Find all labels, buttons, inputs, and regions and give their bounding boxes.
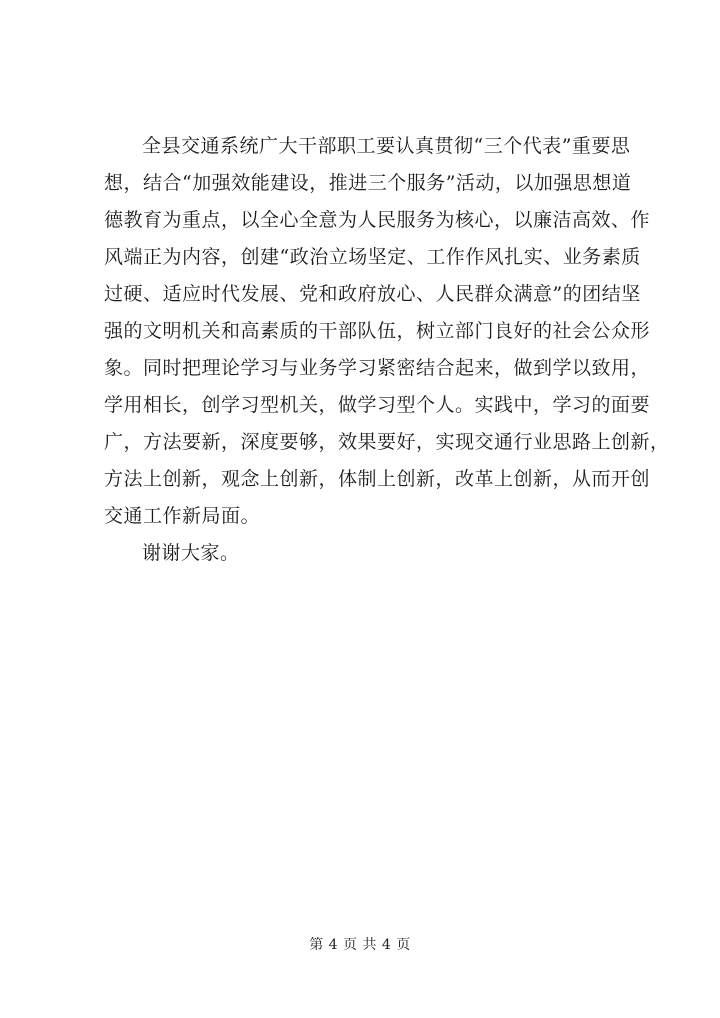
paragraph-line: 风端正为内容，创建“政治立场坚定、工作作风扎实、业务素质	[104, 246, 641, 268]
paragraph-line: 广，方法要新，深度要够，效果要好，实现交通行业思路上创新，	[104, 431, 670, 453]
paragraph-line: 过硬、适应时代发展、党和政府放心、人民群众满意”的团结坚	[104, 283, 641, 305]
paragraph-line: 强的文明机关和高素质的干部队伍，树立部门良好的社会公众形	[104, 320, 651, 342]
paragraph-line: 交通工作新局面。	[104, 505, 261, 527]
body-text	[104, 128, 670, 572]
paragraph-line: 德教育为重点，以全心全意为人民服务为核心，以廉洁高效、作	[104, 209, 651, 231]
page-footer: 第 4 页 共 4 页	[309, 937, 411, 953]
closing-line: 谢谢大家。	[142, 542, 240, 564]
paragraph-line: 方法上创新，观念上创新，体制上创新，改革上创新，从而开创	[104, 468, 651, 490]
paragraph-line: 象。同时把理论学习与业务学习紧密结合起来，做到学以致用，	[104, 357, 651, 379]
paragraph-line: 想，结合“加强效能建设，推进三个服务”活动，以加强思想道	[104, 172, 632, 194]
paragraph-line: 全县交通系统广大干部职工要认真贯彻“三个代表”重要思	[142, 135, 631, 157]
paragraph-line: 学用相长，创学习型机关，做学习型个人。实践中，学习的面要	[104, 394, 651, 416]
